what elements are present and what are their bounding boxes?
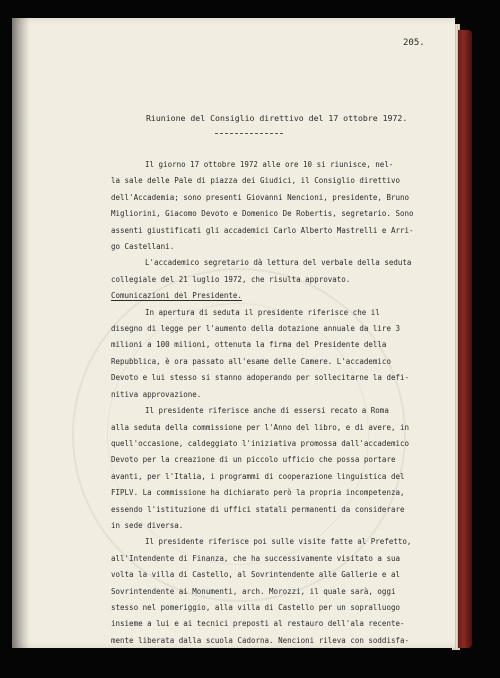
text-line: dell'Accademia; sono presenti Giovanni Nencioni, presidente, Bruno: [111, 192, 410, 202]
text-line: FIPLV. La commissione ha dichiarato però la propria incompetenza,: [111, 488, 405, 498]
text-line: L'accademico segretario dà lettura del verbale della seduta: [145, 258, 412, 268]
text-line: Devoto e lui stesso si stanno adoperando per sollecitarne la defi-: [111, 373, 410, 383]
text-line: go Castellani.: [111, 242, 175, 252]
text-line: mente liberata dalla scuola Cadorna. Nencioni rileva con soddisfa-: [111, 635, 410, 645]
title-underline-rule: [215, 133, 283, 134]
text-line: essendo l'istituzione di uffici statali permanenti da considerare: [111, 504, 405, 514]
paragraph-budget-law: [111, 305, 411, 403]
book-binding-edge: [458, 30, 472, 648]
text-line: stesso nel pomeriggio, alla villa di Castello per un sopralluogo: [111, 602, 400, 612]
paragraph-attendance: [111, 157, 414, 255]
page-gutter-shadow: [12, 18, 30, 648]
section-heading: Comunicazioni del Presidente.: [111, 291, 242, 301]
text-line: disegno di legge per l'aumento della dotazione annuale da lire 3: [111, 324, 400, 334]
text-line: Il presidente riferisce poi sulle visite fatte al Prefetto,: [145, 537, 412, 547]
paragraph-minutes: [111, 255, 411, 288]
paragraph-book-year: [111, 403, 411, 534]
text-line: milioni a 100 milioni, ottenuta la firma del Presidente della: [111, 340, 387, 350]
page-title: Riunione del Consiglio direttivo del 17 ottobre 1972.: [146, 113, 408, 123]
text-line: volta la villa di Castello, al Sovrintendente alle Gallerie e al: [111, 570, 400, 580]
text-line: Migliorini, Giacomo Devoto e Domenico De Robertis, segretario. Sono: [111, 209, 414, 219]
text-line: Il presidente riferisce anche di essersi recato a Roma: [145, 406, 389, 416]
text-line: avanti, per l'Italia, i programmi di cooperazione linguistica del: [111, 471, 405, 481]
text-line: all'Intendente di Finanza, che ha successivamente visitato a sua: [111, 553, 400, 563]
section-heading-paragraph: [111, 288, 411, 304]
text-line: alla seduta della commissione per l'Anno del libro, e di avere, in: [111, 422, 410, 432]
text-line: Repubblica, è ora passato all'esame delle Camere. L'accademico: [111, 356, 391, 366]
text-line: in sede diversa.: [111, 520, 184, 530]
text-line: Il giorno 17 ottobre 1972 alle ore 10 si riunisce, nel-: [145, 160, 394, 169]
text-line: In apertura di seduta il presidente riferisce che il: [145, 307, 380, 317]
text-line: insieme a lui e ai tecnici preposti al restauro dell'ala recente-: [111, 619, 405, 629]
page-number: 205.: [403, 38, 425, 48]
text-line: nitiva approvazione.: [111, 389, 202, 399]
text-line: collegiale del 21 luglio 1972, che risulta approvato.: [111, 274, 351, 284]
text-line: la sale delle Pale di piazza dei Giudici, il Consiglio direttivo: [111, 176, 400, 186]
text-line: Sovrintendente ai Monumenti, arch. Morozzi, il quale sarà, oggi: [111, 586, 396, 596]
text-line: quell'occasione, caldeggiato l'iniziativa promossa dall'accademico: [111, 438, 410, 448]
body-text: [111, 157, 414, 649]
text-line: assenti giustificati gli accademici Carlo Alberto Mastrelli e Arri-: [111, 225, 414, 235]
text-line: Devoto per la creazione di un piccolo ufficio che possa portare: [111, 455, 396, 465]
paragraph-visits: [111, 534, 411, 649]
